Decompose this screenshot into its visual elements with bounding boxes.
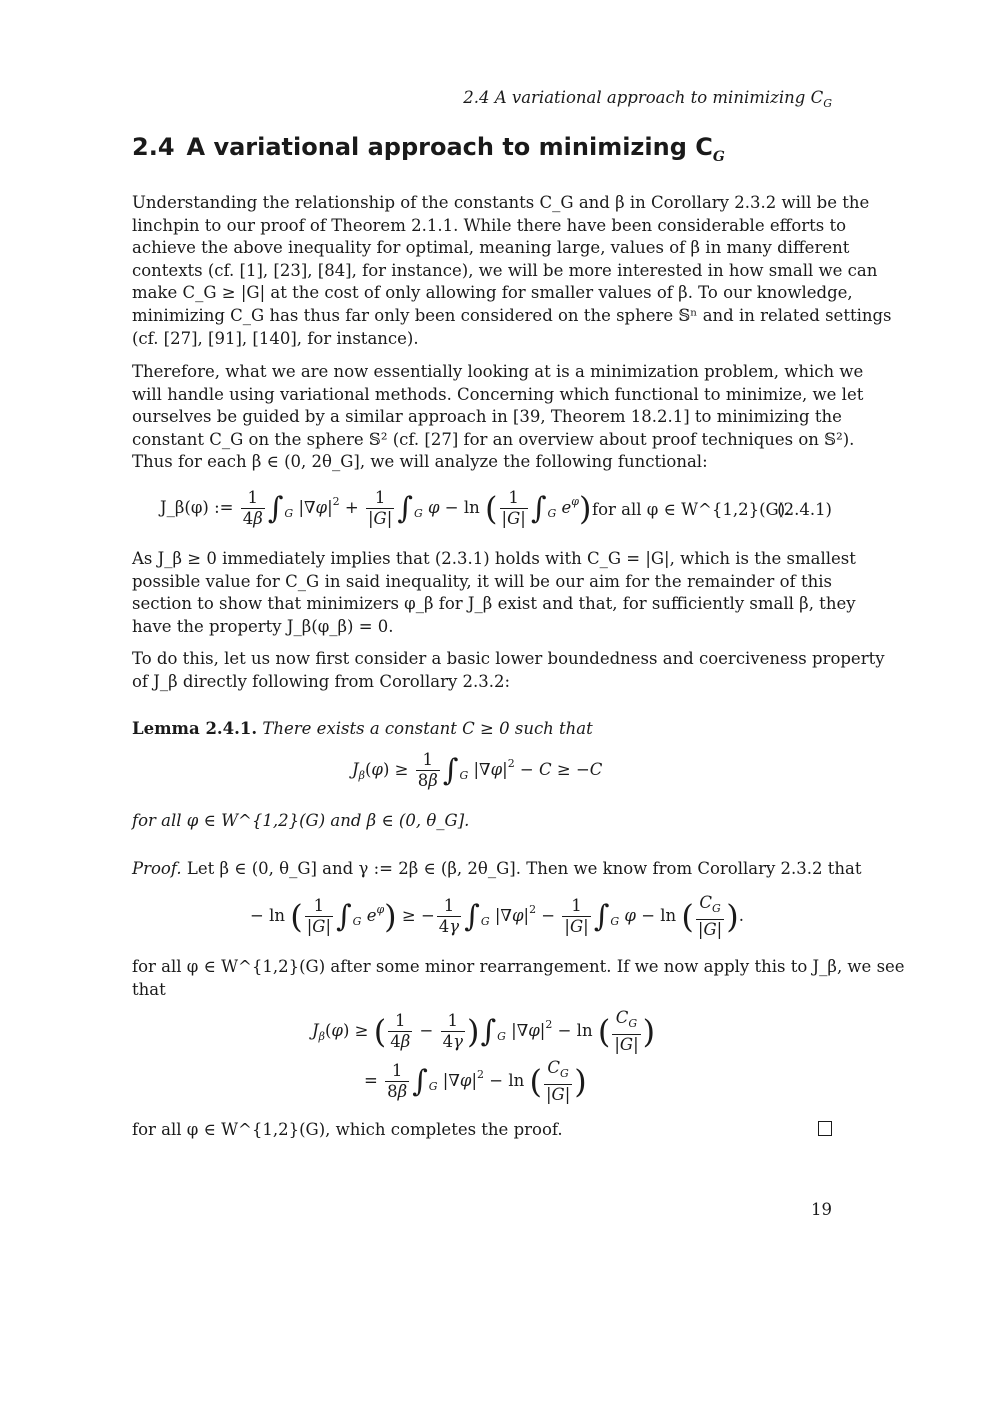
section-title-subscript: G bbox=[712, 149, 725, 165]
fraction: $\frac{1}{|G|}$ bbox=[501, 488, 526, 528]
paragraph-3 bbox=[132, 548, 856, 638]
lemma-after bbox=[132, 810, 832, 833]
running-header bbox=[463, 88, 832, 110]
fraction: $\frac{C_G}{|G|}$ bbox=[614, 1008, 639, 1054]
running-header-subscript: G bbox=[823, 97, 832, 110]
proof-line-3: that bbox=[132, 979, 166, 999]
fraction: $\frac{1}{|G|}$ bbox=[306, 896, 332, 936]
proof-line-1: Let β ∈ (0, θ_G] and γ := 2β ∈ (β, 2θ_G]. Then we know from Corollary 2.3.2 that bbox=[186, 859, 862, 878]
proof-equation-2: $J_\beta(\varphi)$ ≥ ( $\frac{1}{4\beta}$ − $\frac{1}{4\gamma}$ )$\int_G$ $|\nabla\varphi|^2 - \ln$ ( $\frac{C_G}{|G|}$ ) bbox=[312, 1008, 656, 1054]
paragraph-4 bbox=[132, 648, 885, 693]
p2-line: Thus for each β ∈ (0, 2θ_G], we will analyze the following functional: bbox=[132, 452, 708, 472]
eq241-condition: for all φ ∈ W^{1,2}(G). bbox=[592, 500, 791, 519]
proof-equation-1: − ln ( $\frac{1}{|G|}$ $\int_G$ $e^\varphi$) ≥ − $\frac{1}{4\gamma}$ $\int_G$ $|\nabla\varphi|^2$ − $\frac{1}{|G|}$ $\int_G$ φ − ln ( $\frac{C_G}{|G|}$ ). bbox=[250, 893, 744, 939]
fraction: $\frac{1}{4\beta}$ bbox=[242, 488, 263, 528]
p1-line: linchpin to our proof of Theorem 2.1.1. While there have been considerable efforts to bbox=[132, 215, 847, 235]
eq241-lhs: J_β(φ) := bbox=[160, 498, 234, 517]
fraction: $\frac{C_G}{|G|}$ bbox=[545, 1058, 571, 1104]
p3-line: have the property J_β(φ_β) = 0. bbox=[132, 616, 394, 636]
fraction: $\frac{1}{|G|}$ bbox=[564, 896, 589, 936]
proof-equation-3: = $\frac{1}{8\beta}$ $\int_G$ $|\nabla\varphi|^2 - \ln$ ( $\frac{C_G}{|G|}$ ) bbox=[364, 1058, 587, 1104]
lemma-after-text: for all φ ∈ W^{1,2}(G) and β ∈ (0, θ_G]. bbox=[132, 811, 470, 830]
section-number: 2.4 bbox=[132, 133, 175, 161]
lemma-statement: There exists a constant C ≥ 0 such that bbox=[262, 719, 593, 738]
fraction: $\frac{1}{4\gamma}$ bbox=[438, 896, 460, 936]
p1-line: make C_G ≥ |G| at the cost of only allowing for smaller values of β. To our knowledge, bbox=[132, 283, 853, 303]
running-header-text: 2.4 A variational approach to minimizing C bbox=[463, 88, 824, 107]
proof-label: Proof. bbox=[132, 859, 182, 878]
lemma-label: Lemma 2.4.1. bbox=[132, 719, 258, 738]
proof-final bbox=[132, 1119, 832, 1142]
fraction: $\frac{1}{4\gamma}$ bbox=[442, 1011, 463, 1051]
proof-line-2: for all φ ∈ W^{1,2}(G) after some minor rearrangement. If we now apply this to J_β, we see bbox=[132, 957, 905, 976]
p2-line: constant C_G on the sphere 𝕊² (cf. [27] for an overview about proof techniques on 𝕊²). bbox=[132, 429, 855, 449]
fraction: $\frac{1}{4\beta}$ bbox=[390, 1011, 411, 1051]
proof-final-text: for all φ ∈ W^{1,2}(G), which completes the proof. bbox=[132, 1120, 563, 1139]
proof-middle bbox=[132, 956, 905, 1001]
fraction: $\frac{1}{8\beta}$ bbox=[417, 750, 438, 790]
p3-line: section to show that minimizers φ_β for J_β exist and that, for sufficiently small β, they bbox=[132, 594, 856, 614]
section-title bbox=[132, 133, 725, 165]
p1-line: minimizing C_G has thus far only been considered on the sphere 𝕊ⁿ and in related settings bbox=[132, 305, 892, 325]
section-title-text: A variational approach to minimizing C bbox=[186, 133, 713, 161]
paragraph-1 bbox=[132, 192, 892, 350]
fraction: $\frac{1}{8\beta}$ bbox=[387, 1061, 408, 1101]
qed-symbol bbox=[818, 1121, 832, 1136]
p2-line: will handle using variational methods. Concerning which functional to minimize, we let bbox=[132, 384, 864, 404]
p2-line: Therefore, what we are now essentially looking at is a minimization problem, which we bbox=[132, 362, 864, 381]
p1-line: contexts (cf. [1], [23], [84], for instance), we will be more interested in how small we can bbox=[132, 260, 878, 280]
lemma-equation: $J_\beta(\varphi)$ ≥ $\frac{1}{8\beta}$ $\int_G$ $|\nabla\varphi|^2 - C \ge -C$ bbox=[352, 750, 603, 790]
p1-line: (cf. [27], [91], [140], for instance). bbox=[132, 328, 419, 348]
p4-line: of J_β directly following from Corollary 2.3.2: bbox=[132, 671, 511, 691]
p1-line: achieve the above inequality for optimal, meaning large, values of β in many different bbox=[132, 238, 850, 258]
fraction: $\frac{C_G}{|G|}$ bbox=[697, 893, 723, 939]
p1-line: Understanding the relationship of the constants C_G and β in Corollary 2.3.2 will be the bbox=[132, 193, 870, 212]
lemma-2-4-1 bbox=[132, 718, 832, 741]
paragraph-2 bbox=[132, 361, 864, 474]
equation-2-4-1: J_β(φ) := $\frac{1}{4\beta}$ $\int_G$ $|\nabla\varphi|^2$ + $\frac{1}{|G|}$ $\int_G$ φ − ln ( $\frac{1}{|G|}$ $\int_G$ $e^\varphi$) bbox=[160, 488, 592, 528]
p3-line: As J_β ≥ 0 immediately implies that (2.3.1) holds with C_G = |G|, which is the smallest bbox=[132, 549, 856, 568]
page-number: 19 bbox=[811, 1200, 832, 1219]
p3-line: possible value for C_G in said inequality, it will be our aim for the remainder of this bbox=[132, 571, 832, 591]
fraction: $\frac{1}{|G|}$ bbox=[367, 488, 393, 528]
proof-intro bbox=[132, 858, 862, 881]
p2-line: ourselves be guided by a similar approach in [39, Theorem 18.2.1] to minimizing the bbox=[132, 407, 842, 427]
p4-line: To do this, let us now first consider a basic lower boundedness and coerciveness property bbox=[132, 649, 885, 668]
eq241-number: (2.4.1) bbox=[777, 500, 832, 519]
